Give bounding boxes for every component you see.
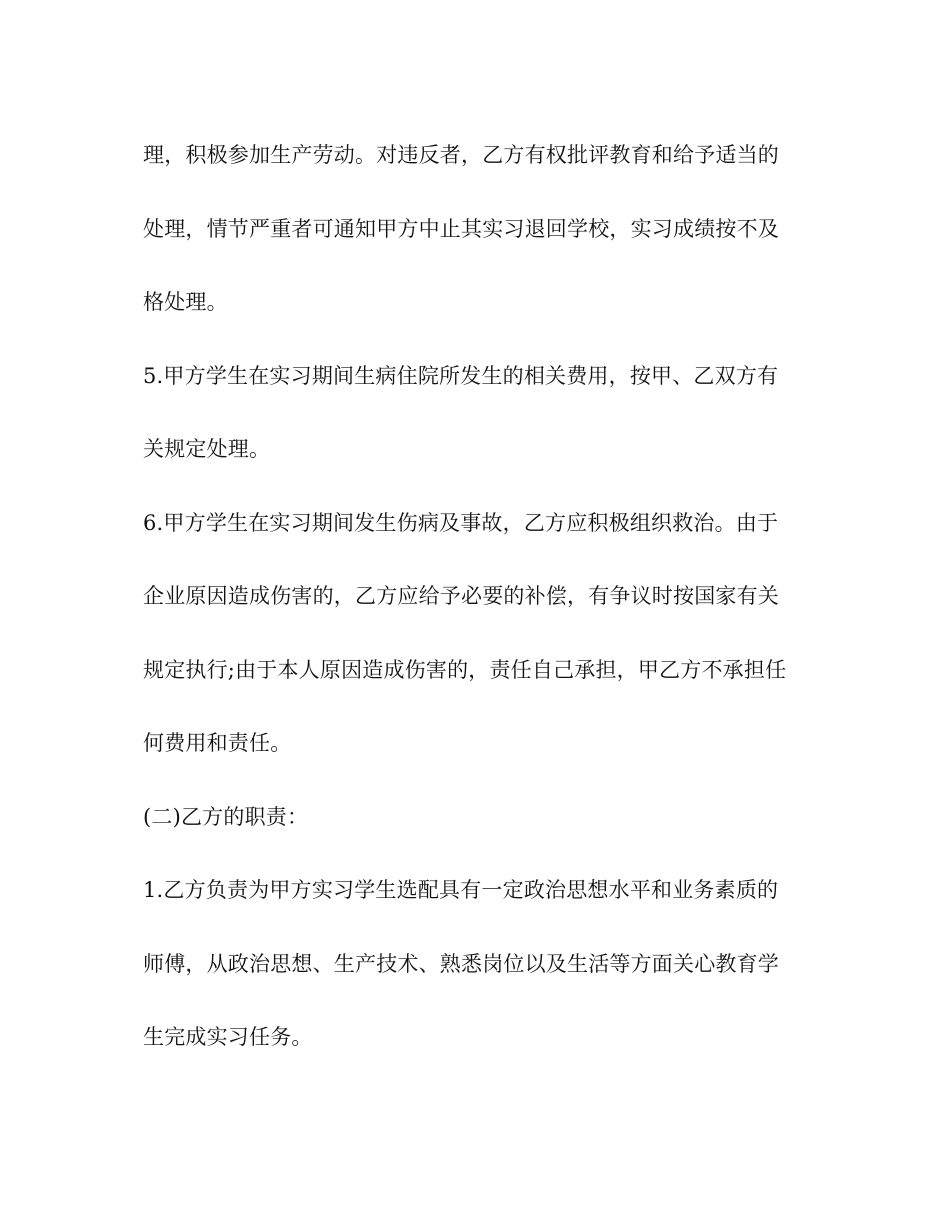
text-line: 师傅，从政治思想、生产技术、熟悉岗位以及生活等方面关心教育学 [143, 951, 779, 976]
text-line: 生完成实习任务。 [143, 1025, 313, 1049]
document-body [143, 130, 823, 1086]
text-line: 何费用和责任。 [143, 731, 292, 755]
text-line: 企业原因造成伤害的，乙方应给予必要的补偿，有争议时按国家有关 [143, 584, 779, 608]
text-line: 关规定处理。 [143, 437, 271, 461]
text-line: 格处理。 [143, 290, 228, 314]
text-line: 处理，情节严重者可通知甲方中止其实习退回学校，实习成绩按不及 [143, 216, 779, 241]
text-line: 5.甲方学生在实习期间生病住院所发生的相关费用，按甲、乙双方有 [143, 363, 779, 388]
text-line: 1.乙方负责为甲方实习学生选配具有一定政治思想水平和业务素质的 [143, 878, 779, 902]
text-line: 规定执行;由于本人原因造成伤害的，责任自己承担，甲乙方不承担任 [143, 657, 787, 682]
section-heading: (二)乙方的职责： [143, 804, 309, 829]
text-line: 6.甲方学生在实习期间发生伤病及事故，乙方应积极组织救治。由于 [143, 510, 779, 535]
text-line: 理，积极参加生产劳动。对违反者，乙方有权批评教育和给予适当的 [143, 143, 779, 167]
